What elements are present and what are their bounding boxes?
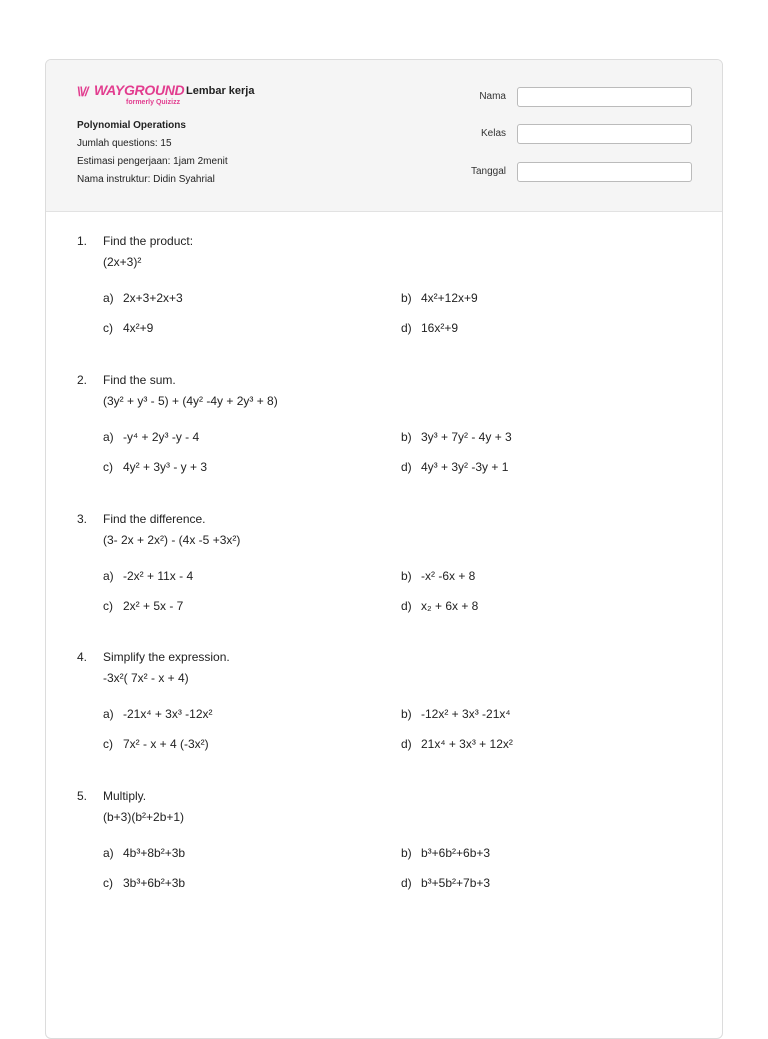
option-letter: d): [401, 460, 412, 474]
sheet-type-label: Lembar kerja: [186, 85, 255, 97]
question-prompt: Find the product:: [103, 234, 194, 248]
option-letter: a): [103, 430, 114, 444]
question-3: [46, 512, 722, 642]
option-text: 4b³+8b²+3b: [123, 846, 186, 860]
option-letter: a): [103, 291, 114, 305]
worksheet-header: [46, 60, 722, 212]
question-prompt: Simplify the expression.: [103, 650, 230, 664]
question-number: 3.: [77, 512, 88, 526]
option-text: 4x²+9: [123, 321, 154, 335]
name-label: Nama: [479, 91, 506, 102]
brand-logo: [77, 82, 187, 112]
option-text: 2x² + 5x - 7: [123, 599, 184, 613]
option-text: 7x² - x + 4 (-3x²): [123, 737, 209, 751]
question-expression: -3x²( 7x² - x + 4): [103, 671, 189, 685]
name-field[interactable]: [517, 87, 692, 107]
question-number: 5.: [77, 789, 88, 803]
brand-mark-icon: \\//: [77, 84, 88, 99]
option-text: -x² -6x + 8: [421, 569, 476, 583]
question-prompt: Multiply.: [103, 789, 147, 803]
option-letter: d): [401, 876, 412, 890]
option-text: -12x² + 3x³ -21x⁴: [421, 707, 511, 721]
option-text: 4y² + 3y³ - y + 3: [123, 460, 208, 474]
question-4: [46, 650, 722, 780]
option-text: 2x+3+2x+3: [123, 291, 183, 305]
option-letter: c): [103, 460, 113, 474]
option-text: 16x²+9: [421, 321, 459, 335]
option-letter: b): [401, 707, 412, 721]
date-label: Tanggal: [470, 166, 506, 177]
question-5: [46, 789, 722, 919]
class-label: Kelas: [480, 128, 506, 139]
question-2: [46, 373, 722, 503]
option-text: 3y³ + 7y² - 4y + 3: [421, 430, 512, 444]
option-text: b³+5b²+7b+3: [421, 876, 491, 890]
question-prompt: Find the difference.: [103, 512, 206, 526]
option-text: 3b³+6b²+3b: [123, 876, 186, 890]
option-letter: b): [401, 569, 412, 583]
date-field[interactable]: [517, 162, 692, 182]
option-letter: c): [103, 321, 113, 335]
option-letter: a): [103, 707, 114, 721]
question-number: 2.: [77, 373, 88, 387]
question-number: 1.: [77, 234, 88, 248]
option-text: 4y³ + 3y² -3y + 1: [421, 460, 509, 474]
option-text: -21x⁴ + 3x³ -12x²: [123, 707, 213, 721]
worksheet-title: Polynomial Operations: [77, 120, 186, 131]
question-number: 4.: [77, 650, 88, 664]
option-letter: c): [103, 876, 113, 890]
option-letter: c): [103, 737, 113, 751]
option-letter: d): [401, 321, 412, 335]
option-letter: b): [401, 846, 412, 860]
question-count: Jumlah questions: 15: [77, 138, 172, 149]
question-expression: (b+3)(b²+2b+1): [103, 810, 185, 824]
question-expression: (2x+3)²: [103, 255, 142, 269]
brand-subtitle: formerly Quizizz: [126, 99, 181, 106]
option-text: -y⁴ + 2y³ -y - 4: [123, 430, 200, 444]
option-letter: c): [103, 599, 113, 613]
question-1: [46, 234, 722, 364]
question-expression: (3- 2x + 2x²) - (4x -5 +3x²): [103, 533, 241, 547]
option-text: -2x² + 11x - 4: [123, 569, 194, 583]
option-letter: d): [401, 599, 412, 613]
option-text: x₂ + 6x + 8: [421, 599, 479, 613]
worksheet: [45, 59, 723, 1039]
option-text: 21x⁴ + 3x³ + 12x²: [421, 737, 513, 751]
option-letter: d): [401, 737, 412, 751]
question-expression: (3y² + y³ - 5) + (4y² -4y + 2y³ + 8): [103, 394, 278, 408]
question-prompt: Find the sum.: [103, 373, 176, 387]
estimated-time: Estimasi pengerjaan: 1jam 2menit: [77, 156, 228, 167]
option-text: b³+6b²+6b+3: [421, 846, 491, 860]
option-letter: b): [401, 291, 412, 305]
option-letter: a): [103, 569, 114, 583]
option-text: 4x²+12x+9: [421, 291, 478, 305]
option-letter: b): [401, 430, 412, 444]
class-field[interactable]: [517, 124, 692, 144]
instructor-name: Nama instruktur: Didin Syahrial: [77, 174, 215, 185]
brand-name: WAYGROUND: [94, 82, 185, 98]
option-letter: a): [103, 846, 114, 860]
